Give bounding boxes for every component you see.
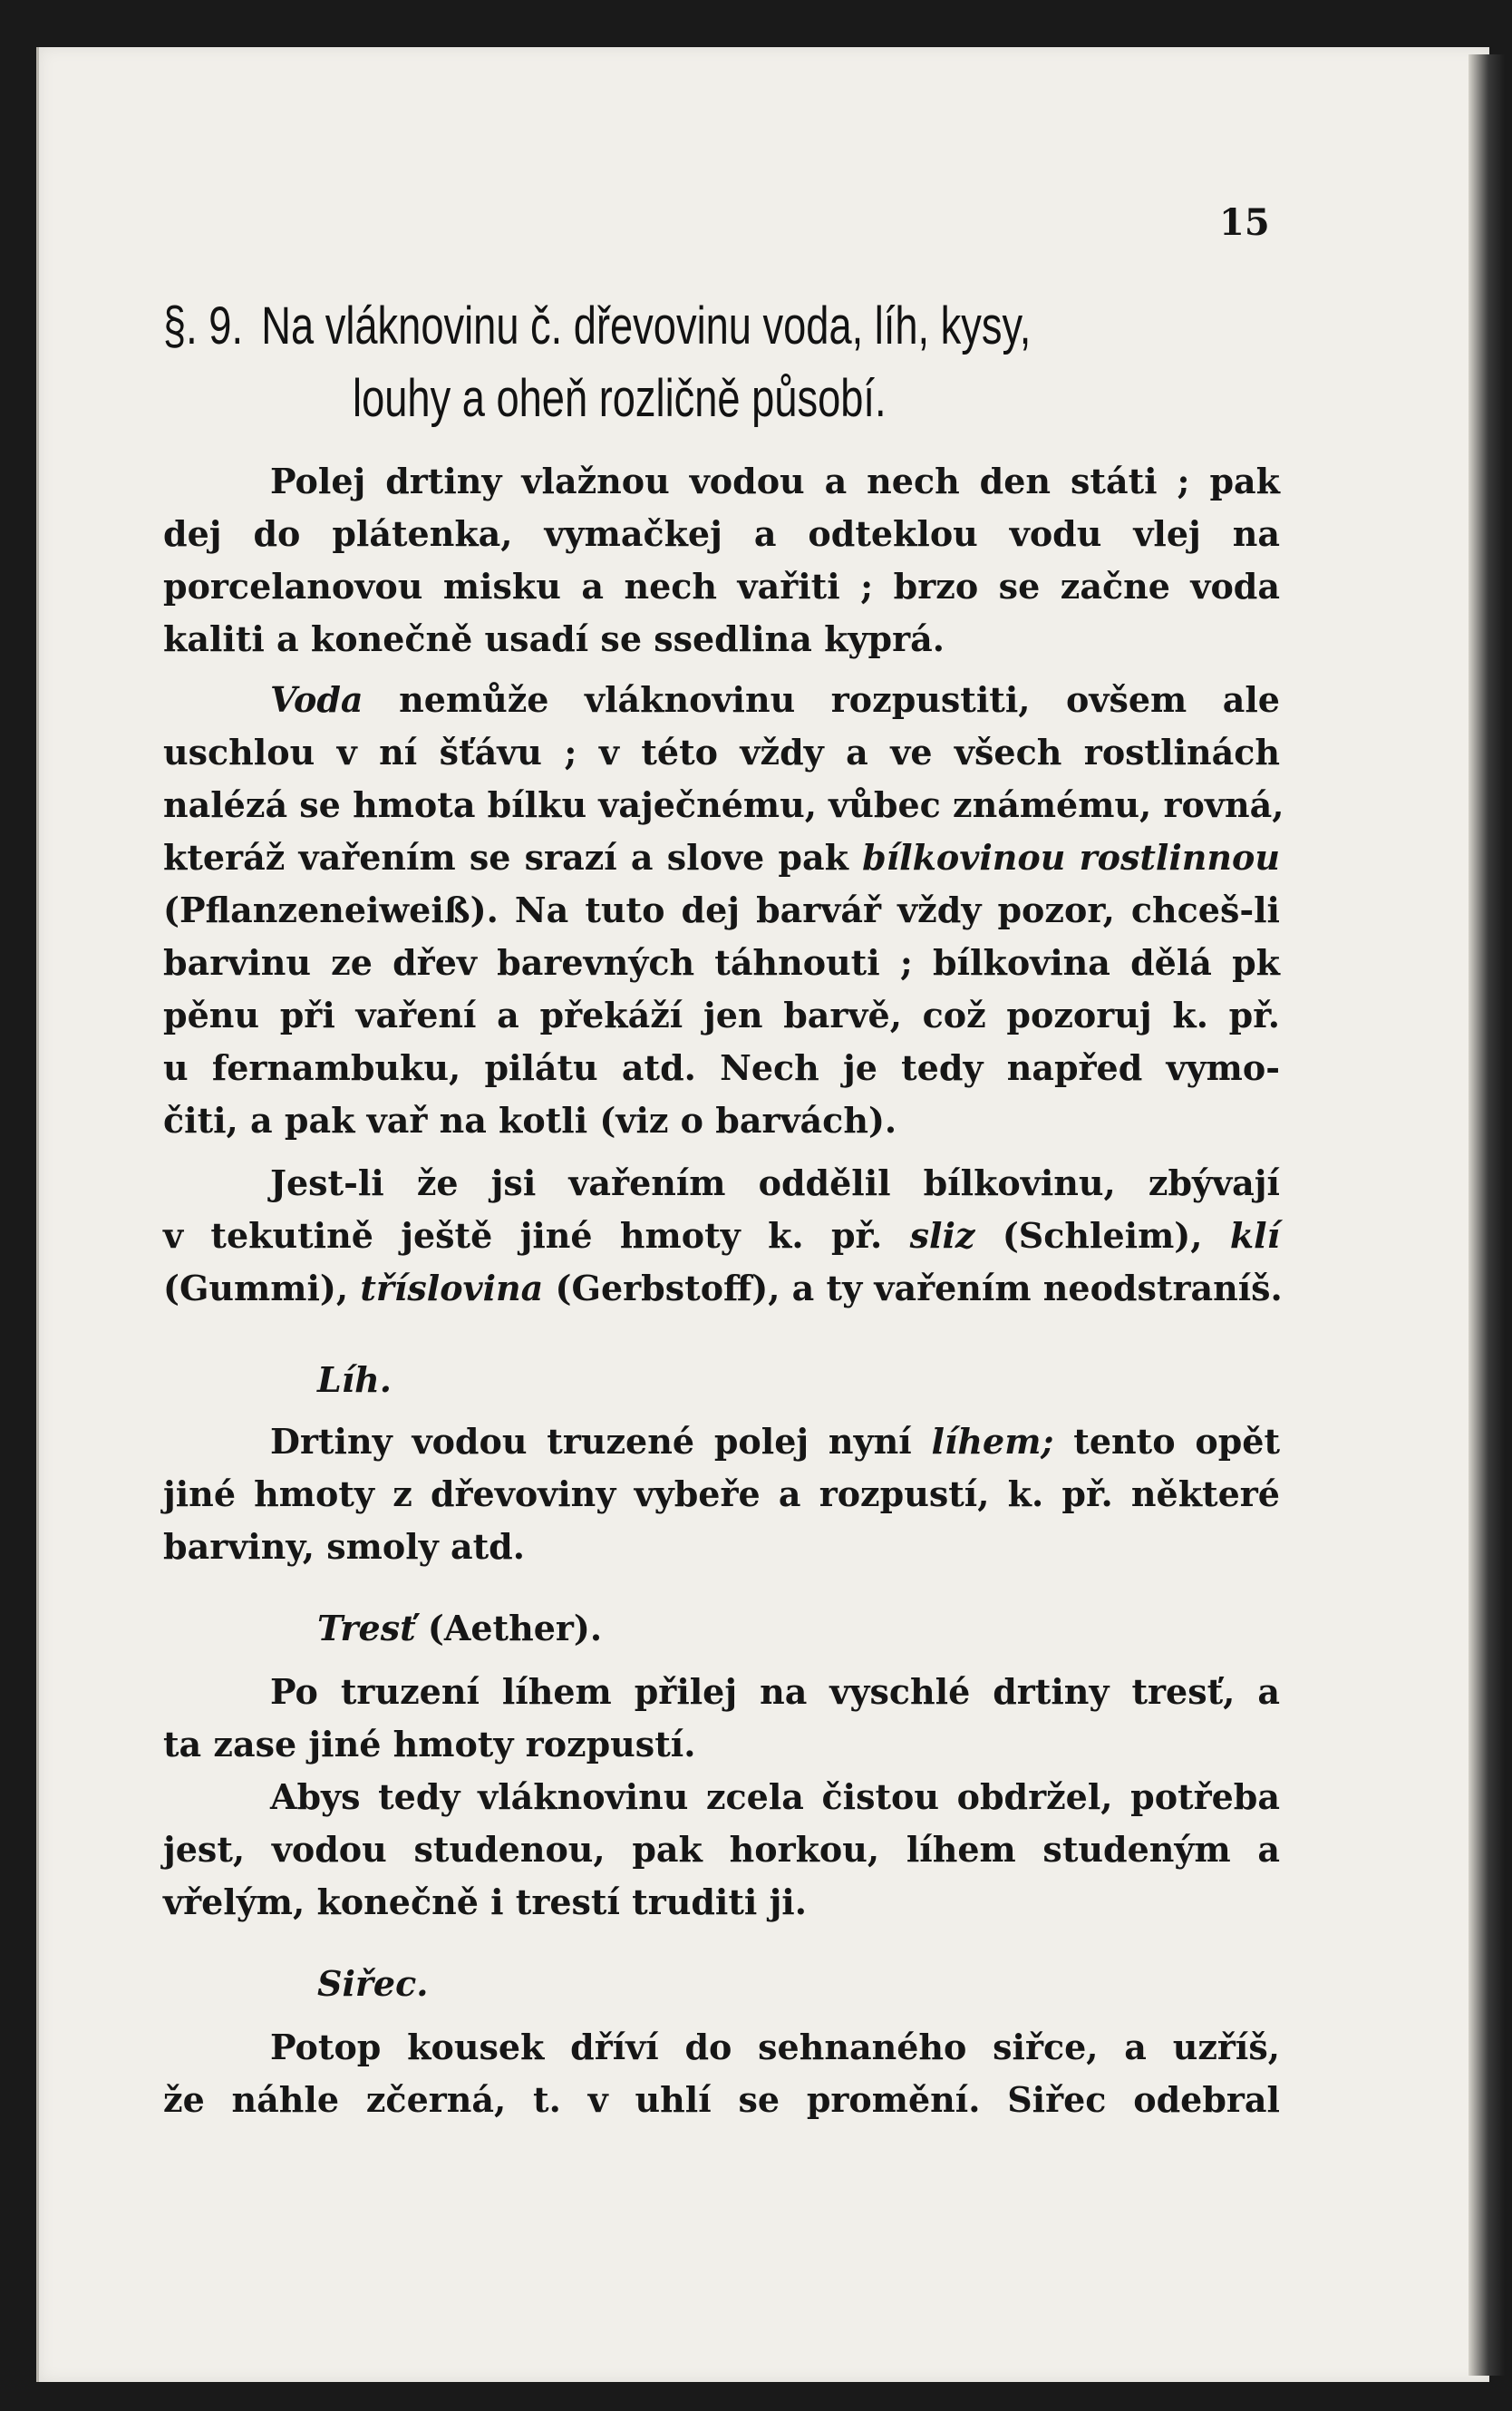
p3-line-2-text: v tekutině ještě jiné hmoty k. př. (163, 1215, 883, 1256)
page-number: 15 (1219, 201, 1270, 244)
p2-line-7: pěnu při vaření a překáží jen barvě, což pozoruj k. př. (163, 995, 1280, 1035)
p3-line-3 (163, 1267, 1283, 1310)
p2-line-2: uschlou v ní šťávu ; v této vždy a ve všech rostlinách (163, 732, 1280, 773)
subheading-trest (317, 1607, 602, 1650)
p6-line-1: Abys tedy vláknovinu zcela čistou obdržel, potřeba (270, 1776, 1280, 1817)
heading-line-2: louhy a oheň rozličně působí. (353, 369, 887, 428)
p7-line-1: Potop kousek dříví do sehnaného siřce, a uzříš, (270, 2027, 1280, 2067)
section-heading (163, 290, 1040, 435)
p6-line-3: vřelým, konečně i trestí truditi ji. (163, 1881, 807, 1922)
p2-line-4 (163, 836, 1280, 880)
p1-line-4: kaliti a konečně usadí se ssedlina kyprá. (163, 618, 945, 659)
p5-line-1: Po truzení líhem přilej na vyschlé drtiny tresť, a (270, 1671, 1280, 1712)
p5-line-2: ta zase jiné hmoty rozpustí. (163, 1724, 696, 1765)
p3-italic-trislovina: tříslovina (360, 1268, 544, 1308)
p4-line-3: barviny, smoly atd. (163, 1526, 525, 1567)
p2-line-3: nalézá se hmota bílku vaječnému, vůbec známému, rovná, (163, 784, 1284, 825)
p2-line-9: čiti, a pak vař na kotli (viz o barvách). (163, 1100, 897, 1141)
p3-line-1: Jest-li že jsi vařením oddělil bílkovinu, zbývají (270, 1162, 1280, 1203)
p4-line-1-text: Drtiny vodou truzené polej nyní (270, 1421, 912, 1462)
p4-line-2: jiné hmoty z dřevoviny vybeře a rozpustí, k. př. některé (163, 1473, 1280, 1514)
p2-line-1-text: nemůže vláknovinu rozpustiti, ovšem ale (399, 679, 1280, 720)
p2-line-5-text: Na tuto dej barvář vždy pozor, chceš-li (514, 890, 1280, 930)
heading-line-1 (163, 290, 1040, 363)
subheading-lih: Líh. (317, 1359, 393, 1400)
p2-line-1 (270, 678, 1280, 722)
p2-line-6: barvinu ze dřev barevných táhnouti ; bílkovina dělá pk (163, 942, 1280, 983)
p2-italic-bilkovina: bílkovinou rostlinnou (862, 837, 1280, 878)
p1-line-1: Polej drtiny vlažnou vodou a nech den státi ; pak (270, 461, 1280, 501)
p3-line-3-rest: a ty vařením neodstraníš. (791, 1268, 1283, 1308)
subheading-trest-fraktur: (Aether). (427, 1608, 603, 1648)
subheading-sirec: Siřec. (317, 1963, 429, 2004)
p3-fraktur-schleim: (Schleim), (1002, 1215, 1203, 1256)
p3-italic-kli: klí (1229, 1215, 1281, 1256)
p4-italic-lihem: líhem; (931, 1421, 1054, 1462)
p1-line-2: dej do plátenka, vymačkej a odteklou vodu vlej na (163, 513, 1280, 554)
heading-text-1: Na vláknovinu č. dřevovinu voda, líh, kysy, (261, 297, 1032, 355)
p7-line-2: že náhle zčerná, t. v uhlí se promění. Siřec odebral (163, 2079, 1280, 2120)
p4-line-1 (270, 1420, 1280, 1463)
p2-line-5 (163, 889, 1280, 932)
p1-line-3: porcelanovou misku a nech vařiti ; brzo se začne voda (163, 566, 1280, 607)
p3-fraktur-gerbstoff: (Gerbstoff), (555, 1268, 780, 1308)
page-edge-shadow (1468, 54, 1505, 2376)
p2-fraktur-term: (Pflanzeneiweiß). (163, 890, 499, 930)
p3-line-2 (163, 1214, 1280, 1258)
p2-line-4-text: kteráž vařením se srazí a slove pak (163, 837, 848, 878)
p3-italic-sliz: sliz (909, 1215, 975, 1256)
p6-line-2: jest, vodou studenou, pak horkou, líhem studeným a (163, 1829, 1280, 1870)
section-number: §. 9. (163, 297, 244, 355)
subheading-trest-italic: Tresť (317, 1608, 416, 1648)
p2-italic-voda: Voda (270, 679, 363, 720)
p4-line-1-rest: tento opět (1073, 1421, 1281, 1462)
p3-line-3-text: (Gummi), (163, 1268, 349, 1308)
p2-line-8: u fernambuku, pilátu atd. Nech je tedy napřed vymo- (163, 1047, 1280, 1088)
